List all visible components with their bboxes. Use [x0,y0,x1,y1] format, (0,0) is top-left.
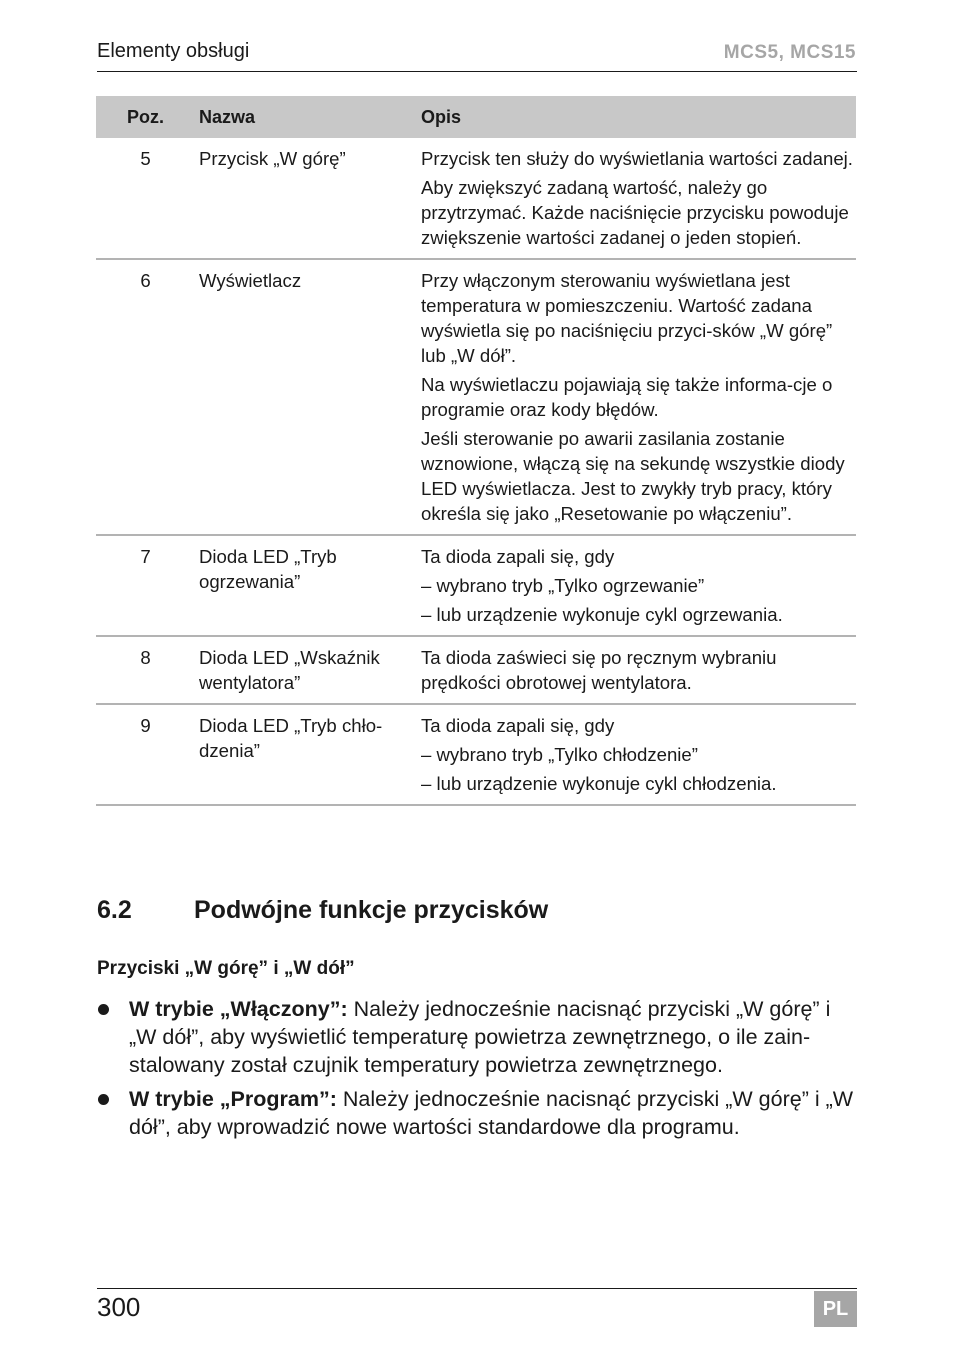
row-desc-paragraph: – lub urządzenie wykonuje cykl chłodzenia. [421,773,777,794]
row-desc-paragraph: – lub urządzenie wykonuje cykl ogrzewania. [421,604,783,625]
row-name: Przycisk „W górę” [199,148,346,169]
section-heading [97,896,548,925]
list-item [97,1085,859,1141]
row-name: Dioda LED „Wskaźnik wentylatora” [199,647,380,693]
bullet-text: Należy jednocześnie nacisnąć przyciski „W górę” i „W dół”, aby wyświetlić temperaturę powietrza zewnętrznego, o ile zain-stalowany został czujnik temperatury powietrza zewnętrznego. [129,997,831,1077]
row-desc-paragraph: Ta dioda zapali się, gdy [421,715,615,736]
column-header-name: Nazwa [195,96,421,138]
row-pos: 5 [140,148,151,169]
row-desc-paragraph: Przy włączonym sterowaniu wyświetlana jest temperatura w pomieszczeniu. Wartość zadana wyświetla się po naciśnięciu przyci-sków „W górę” lub „W dół”. [421,270,833,366]
table-row [96,138,856,259]
list-item [97,995,859,1079]
row-name: Wyświetlacz [199,270,302,291]
row-desc-paragraph: Jeśli sterowanie po awarii zasilania zostanie wznowione, włączą się na sekundę wszystkie diody LED wyświetlacza. Jest to zwykły tryb pracy, który określa się jako „Resetowanie po włączeniu”. [421,428,845,524]
bullet-label: W trybie „Program”: [129,1087,337,1111]
running-header-model: MCS5, MCS15 [723,42,856,63]
column-header-pos: Poz. [96,96,195,138]
bullet-dot-icon [98,1094,109,1105]
page-number: 300 [97,1292,141,1322]
footer-divider [97,1288,857,1289]
row-desc-paragraph: Przycisk ten służy do wyświetlania wartości zadanej. [421,148,853,169]
section-title: Podwójne funkcje przycisków [194,896,549,924]
table-row [96,704,856,805]
bullet-list [97,995,859,1147]
row-desc-paragraph: Ta dioda zapali się, gdy [421,546,615,567]
row-desc-paragraph: Ta dioda zaświeci się po ręcznym wybraniu prędkości obrotowej wentylatora. [421,647,777,693]
language-badge: PL [814,1291,857,1327]
row-pos: 8 [140,647,151,668]
table-row [96,636,856,704]
row-desc-paragraph: Aby zwiększyć zadaną wartość, należy go przytrzymać. Każde naciśnięcie przycisku powoduje zwiększenie wartości zadanej o jeden stopień. [421,177,849,248]
row-desc-paragraph: – wybrano tryb „Tylko ogrzewanie” [421,575,705,596]
table-header-row [96,96,856,138]
row-name: Dioda LED „Tryb chło-dzenia” [199,715,383,761]
running-header-section: Elementy obsługi [97,40,250,62]
section-number: 6.2 [97,896,132,924]
row-desc-paragraph: – wybrano tryb „Tylko chłodzenie” [421,744,698,765]
header-divider [97,71,857,72]
table-row [96,259,856,535]
row-name: Dioda LED „Tryb ogrzewania” [199,546,337,592]
row-pos: 9 [140,715,151,736]
column-header-desc: Opis [421,96,856,138]
bullet-label: W trybie „Włączony”: [129,997,348,1021]
bullet-text: Należy jednocześnie nacisnąć przyciski „W górę” i „W dół”, aby wprowadzić nowe wartości standardowe dla programu. [129,1087,854,1139]
row-pos: 6 [140,270,151,291]
bullet-dot-icon [98,1004,109,1015]
subheading: Przyciski „W górę” i „W dół” [97,958,355,979]
controls-table [96,96,856,806]
row-desc-paragraph: Na wyświetlaczu pojawiają się także informa-cje o programie oraz kody błędów. [421,374,833,420]
table-row [96,535,856,636]
row-pos: 7 [140,546,151,567]
